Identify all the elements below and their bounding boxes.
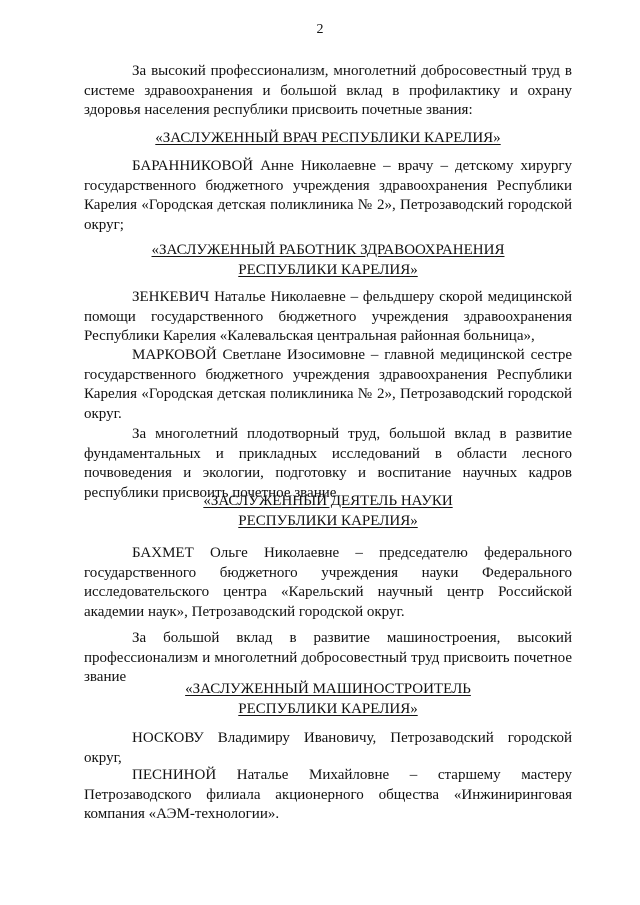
award-health-markova: МАРКОВОЙ Светлане Изосимовне – главной медицинской сестре государственного бюджетного учреждения здравоохранения Республики Карелия «Городская детская поликлиника № 2», Петрозаводский городской округ. bbox=[84, 347, 572, 422]
award-machine-pesnina: ПЕСНИНОЙ Наталье Михайловне – старшему мастеру Петрозаводского филиала акционерного общества «Инжиниринговая компания «АЭМ-технологии». bbox=[84, 767, 572, 822]
title-honored-scientist: «ЗАСЛУЖЕННЫЙ ДЕЯТЕЛЬ НАУКИ РЕСПУБЛИКИ КАРЕЛИЯ» bbox=[203, 493, 453, 529]
award-health-zenkevich: ЗЕНКЕВИЧ Наталье Николаевне – фельдшеру скорой медицинской помощи государственного бюджетного учреждения здравоохранения Республики Карелия «Калевальская центральная районная больница», bbox=[84, 289, 572, 344]
award-doctor-barannikova: БАРАННИКОВОЙ Анне Николаевне – врачу – детскому хирургу государственного бюджетного учреждения здравоохранения Республики Карелия «Городская детская поликлиника № 2», Петрозаводский городской округ; bbox=[84, 158, 572, 233]
intro-science-paragraph: За многолетний плодотворный труд, большой вклад в развитие фундаментальных и прикладных исследований в области лесного почвоведения и экологии, подготовку и воспитание научных кадров республики присвоить почетное звание bbox=[84, 426, 572, 501]
intro-machine-paragraph: За большой вклад в развитие машиностроения, высокий профессионализм и многолетний добросовестный труд присвоить почетное звание bbox=[84, 630, 572, 685]
title-honored-doctor: «ЗАСЛУЖЕННЫЙ ВРАЧ РЕСПУБЛИКИ КАРЕЛИЯ» bbox=[155, 130, 501, 146]
intro-health-paragraph: За высокий профессионализм, многолетний добросовестный труд в системе здравоохранения и большой вклад в профилактику и охрану здоровья населения республики присвоить почетные звания: bbox=[84, 63, 572, 118]
award-science-bakhmet: БАХМЕТ Ольге Николаевне – председателю федерального государственного бюджетного учреждения науки Федерального исследовательского центра «Карельский научный центр Российской академии наук», Петрозаводский городской округ. bbox=[84, 545, 572, 620]
award-machine-noskov: НОСКОВУ Владимиру Ивановичу, Петрозаводский городской округ, bbox=[84, 730, 572, 766]
title-honored-machine-builder: «ЗАСЛУЖЕННЫЙ МАШИНОСТРОИТЕЛЬ РЕСПУБЛИКИ КАРЕЛИЯ» bbox=[185, 681, 471, 717]
page-number: 2 bbox=[316, 22, 324, 37]
title-honored-health-worker: «ЗАСЛУЖЕННЫЙ РАБОТНИК ЗДРАВООХРАНЕНИЯ РЕСПУБЛИКИ КАРЕЛИЯ» bbox=[151, 242, 505, 278]
